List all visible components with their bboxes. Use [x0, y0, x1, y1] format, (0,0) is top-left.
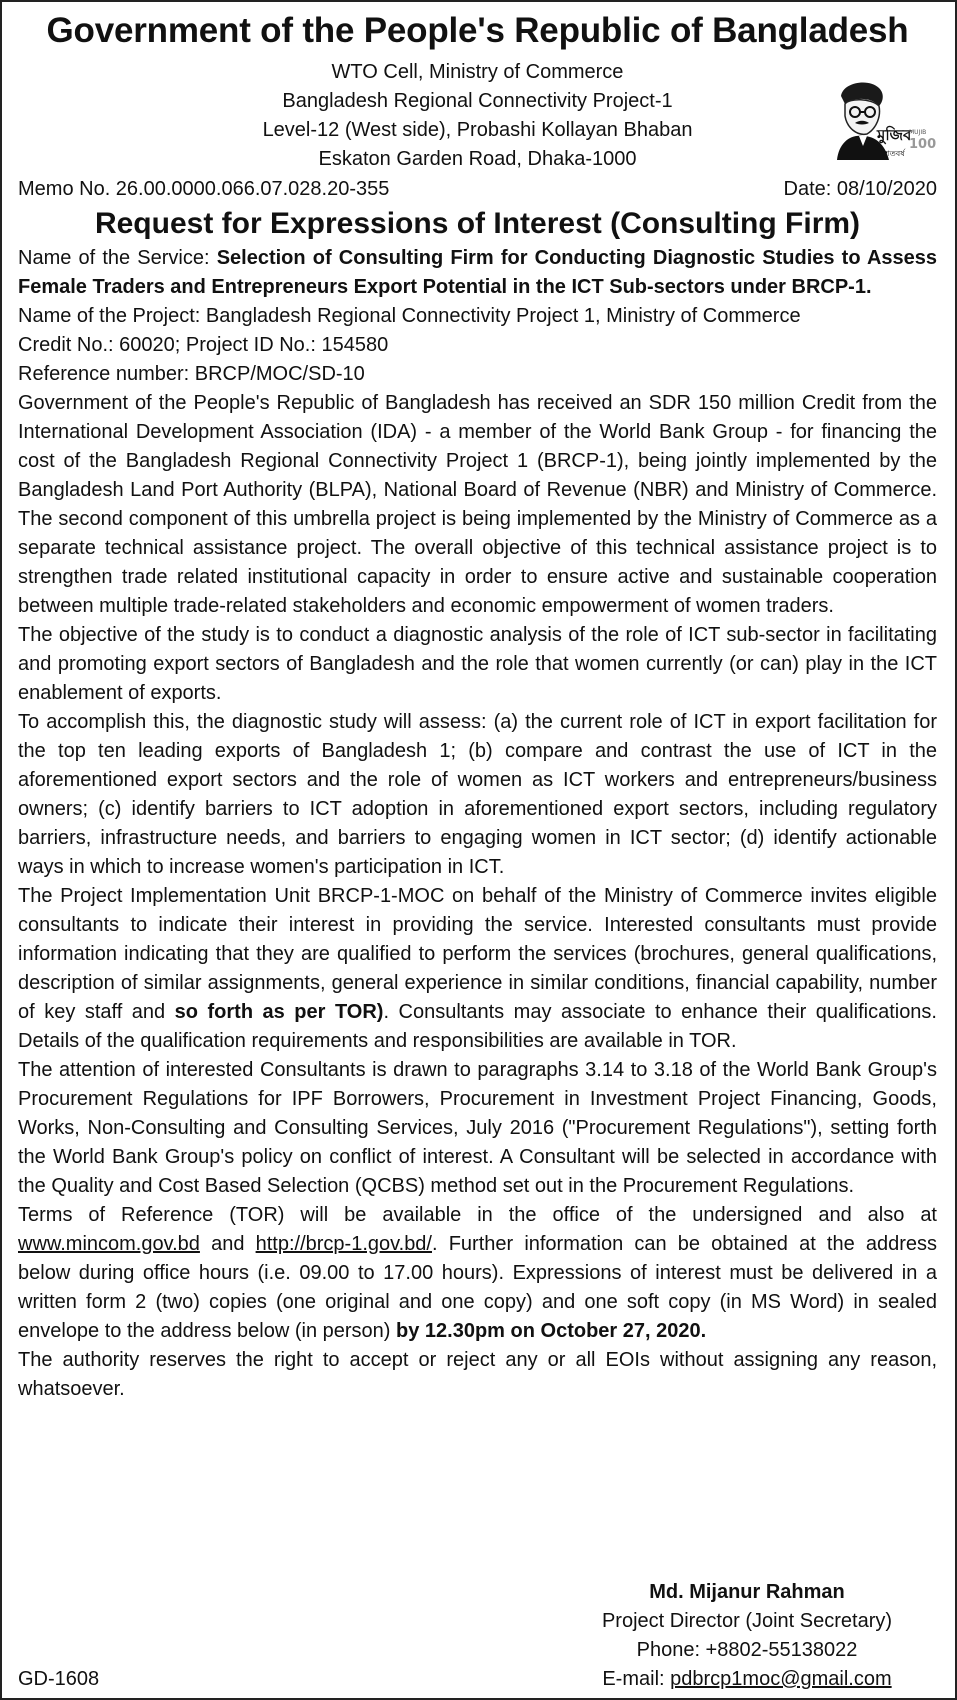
address-line-2: Bangladesh Regional Connectivity Project-1 — [282, 90, 673, 112]
service-name: Selection of Consulting Firm for Conducting Diagnostic Studies to Assess Female Traders and Entrepreneurs Export Potential in the ICT Sub-sectors under BRCP-1. — [18, 247, 937, 298]
mincom-link[interactable]: www.mincom.gov.bd — [18, 1233, 200, 1255]
memo-number: Memo No. 26.00.0000.066.07.028.20-355 — [18, 178, 390, 200]
paragraph-tor-submission — [18, 1201, 937, 1346]
brcp-link[interactable]: http://brcp-1.gov.bd/ — [255, 1233, 432, 1255]
credit-line: Credit No.: 60020; Project ID No.: 154580 — [18, 334, 389, 356]
paragraph-study-objective: The objective of the study is to conduct a diagnostic analysis of the role of ICT sub-sector in facilitating and promoting export sectors of Bangladesh and the role that women currently (or can) play in the ICT enablement of exports. — [18, 624, 937, 704]
email-link[interactable]: pdbrcp1moc@gmail.com — [670, 1668, 892, 1690]
memo-date: Date: 08/10/2020 — [783, 178, 937, 200]
invitation-text-a: The Project Implementation Unit BRCP-1-MOC on behalf of the Ministry of Commerce invites eligible consultants to indicate their interest in providing the service. Interested consultants must provide information indicating that they are qualified to perform the services (brochures, general qualifications, description of similar assignments, general experience in similar conditions, financial capability, number of key staff and — [18, 885, 937, 1023]
signatory-designation: Project Director (Joint Secretary) — [601, 1610, 893, 1632]
tor-text-a: Terms of Reference (TOR) will be available in the office of the undersigned and also at — [18, 1204, 937, 1226]
project-line: Name of the Project: Bangladesh Regional Connectivity Project 1, Ministry of Commerce — [18, 305, 801, 327]
government-title: Government of the People's Republic of Bangladesh — [46, 11, 909, 50]
paragraph-authority-rights: The authority reserves the right to accept or reject any or all EOIs without assigning any reason, whatsoever. — [18, 1349, 937, 1400]
tor-and: and — [199, 1233, 256, 1255]
address-line-3: Level-12 (West side), Probashi Kollayan Bhaban — [262, 119, 693, 141]
notice-body — [18, 244, 937, 1404]
memo-row — [18, 175, 937, 203]
tor-text-b: . Further information can be obtained at the address below during office hours (i.e. 09.00 to 17.00 hours). Expressions of interest must be delivered in a written form 2 (two) copies (one original and one copy) and one soft copy (in MS Word) in sealed envelope to the address below (in person) — [18, 1233, 937, 1342]
paragraph-credit-background: Government of the People's Republic of Bangladesh has received an SDR 150 million Credit from the International Development Association (IDA) - a member of the World Bank Group - for financing the cost of the Bangladesh Regional Connectivity Project 1 (BRCP-1), being jointly implemented by the Bangladesh Land Port Authority (BLPA), National Board of Revenue (NBR) and Ministry of Commerce. The second component of this umbrella project is being implemented by the Ministry of Commerce as a separate technical assistance project. The overall objective of this technical assistance project is to strengthen trade related institutional capacity in order to ensure active and sustainable cooperation between multiple trade-related stakeholders and economic empowerment of women traders. — [18, 392, 937, 617]
email-label: E-mail: — [602, 1668, 671, 1690]
notice-title: Request for Expressions of Interest (Consulting Firm) — [94, 207, 861, 240]
emblem-text-100: 100 — [909, 137, 937, 152]
mujib-100-logo-icon — [819, 76, 937, 162]
signature-block — [587, 1578, 907, 1694]
paragraph-procurement-regulations: The attention of interested Consultants is drawn to paragraphs 3.14 to 3.18 of the World Bank Group's Procurement Regulations for IPF Borrowers, Procurement in Investment Project Financing, Goods, Works, Non-Consulting and Consulting Services, July 2016 ("Procurement Regulations"), setting forth the World Bank Group's policy on conflict of interest. A Consultant will be selected in accordance with the Quality and Cost Based Selection (QCBS) method set out in the Procurement Regulations. — [18, 1059, 937, 1197]
invitation-bold: so forth as per TOR) — [174, 1001, 384, 1023]
reference-line: Reference number: BRCP/MOC/SD-10 — [18, 363, 365, 385]
emblem-text-main: মুজিব — [877, 126, 912, 144]
emblem-text-mujib: MUJIB — [909, 129, 927, 136]
emblem-text-sub: শতবর্ষ — [885, 149, 905, 158]
paragraph-invitation — [18, 882, 937, 1056]
gd-number: GD-1608 — [18, 1668, 100, 1690]
signatory-email-line — [587, 1665, 907, 1694]
invitation-text-b: . Consultants may associate to enhance their qualifications. Details of the qualification requirements and responsibilities are available in TOR. — [18, 1001, 937, 1052]
submission-deadline: by 12.30pm on October 27, 2020. — [396, 1320, 707, 1342]
service-line — [18, 244, 937, 302]
paragraph-study-scope: To accomplish this, the diagnostic study will assess: (a) the current role of ICT in export facilitation for the top ten leading exports of Bangladesh 1; (b) compare and contrast the use of ICT in the aforementioned export sectors and the role of women as ICT workers and entrepreneurs/business owners; (c) identify barriers to ICT adoption in aforementioned export sectors, including regulatory barriers, infrastructure needs, and barriers to engaging women in ICT sector; (d) identify actionable ways in which to increase women's participation in ICT. — [18, 711, 937, 878]
office-address — [18, 58, 937, 174]
address-line-1: WTO Cell, Ministry of Commerce — [331, 61, 624, 83]
signatory-phone: Phone: +8802-55138022 — [636, 1639, 858, 1661]
service-label: Name of the Service: — [18, 247, 217, 269]
address-line-4: Eskaton Garden Road, Dhaka-1000 — [318, 148, 637, 170]
signatory-name: Md. Mijanur Rahman — [649, 1581, 845, 1603]
